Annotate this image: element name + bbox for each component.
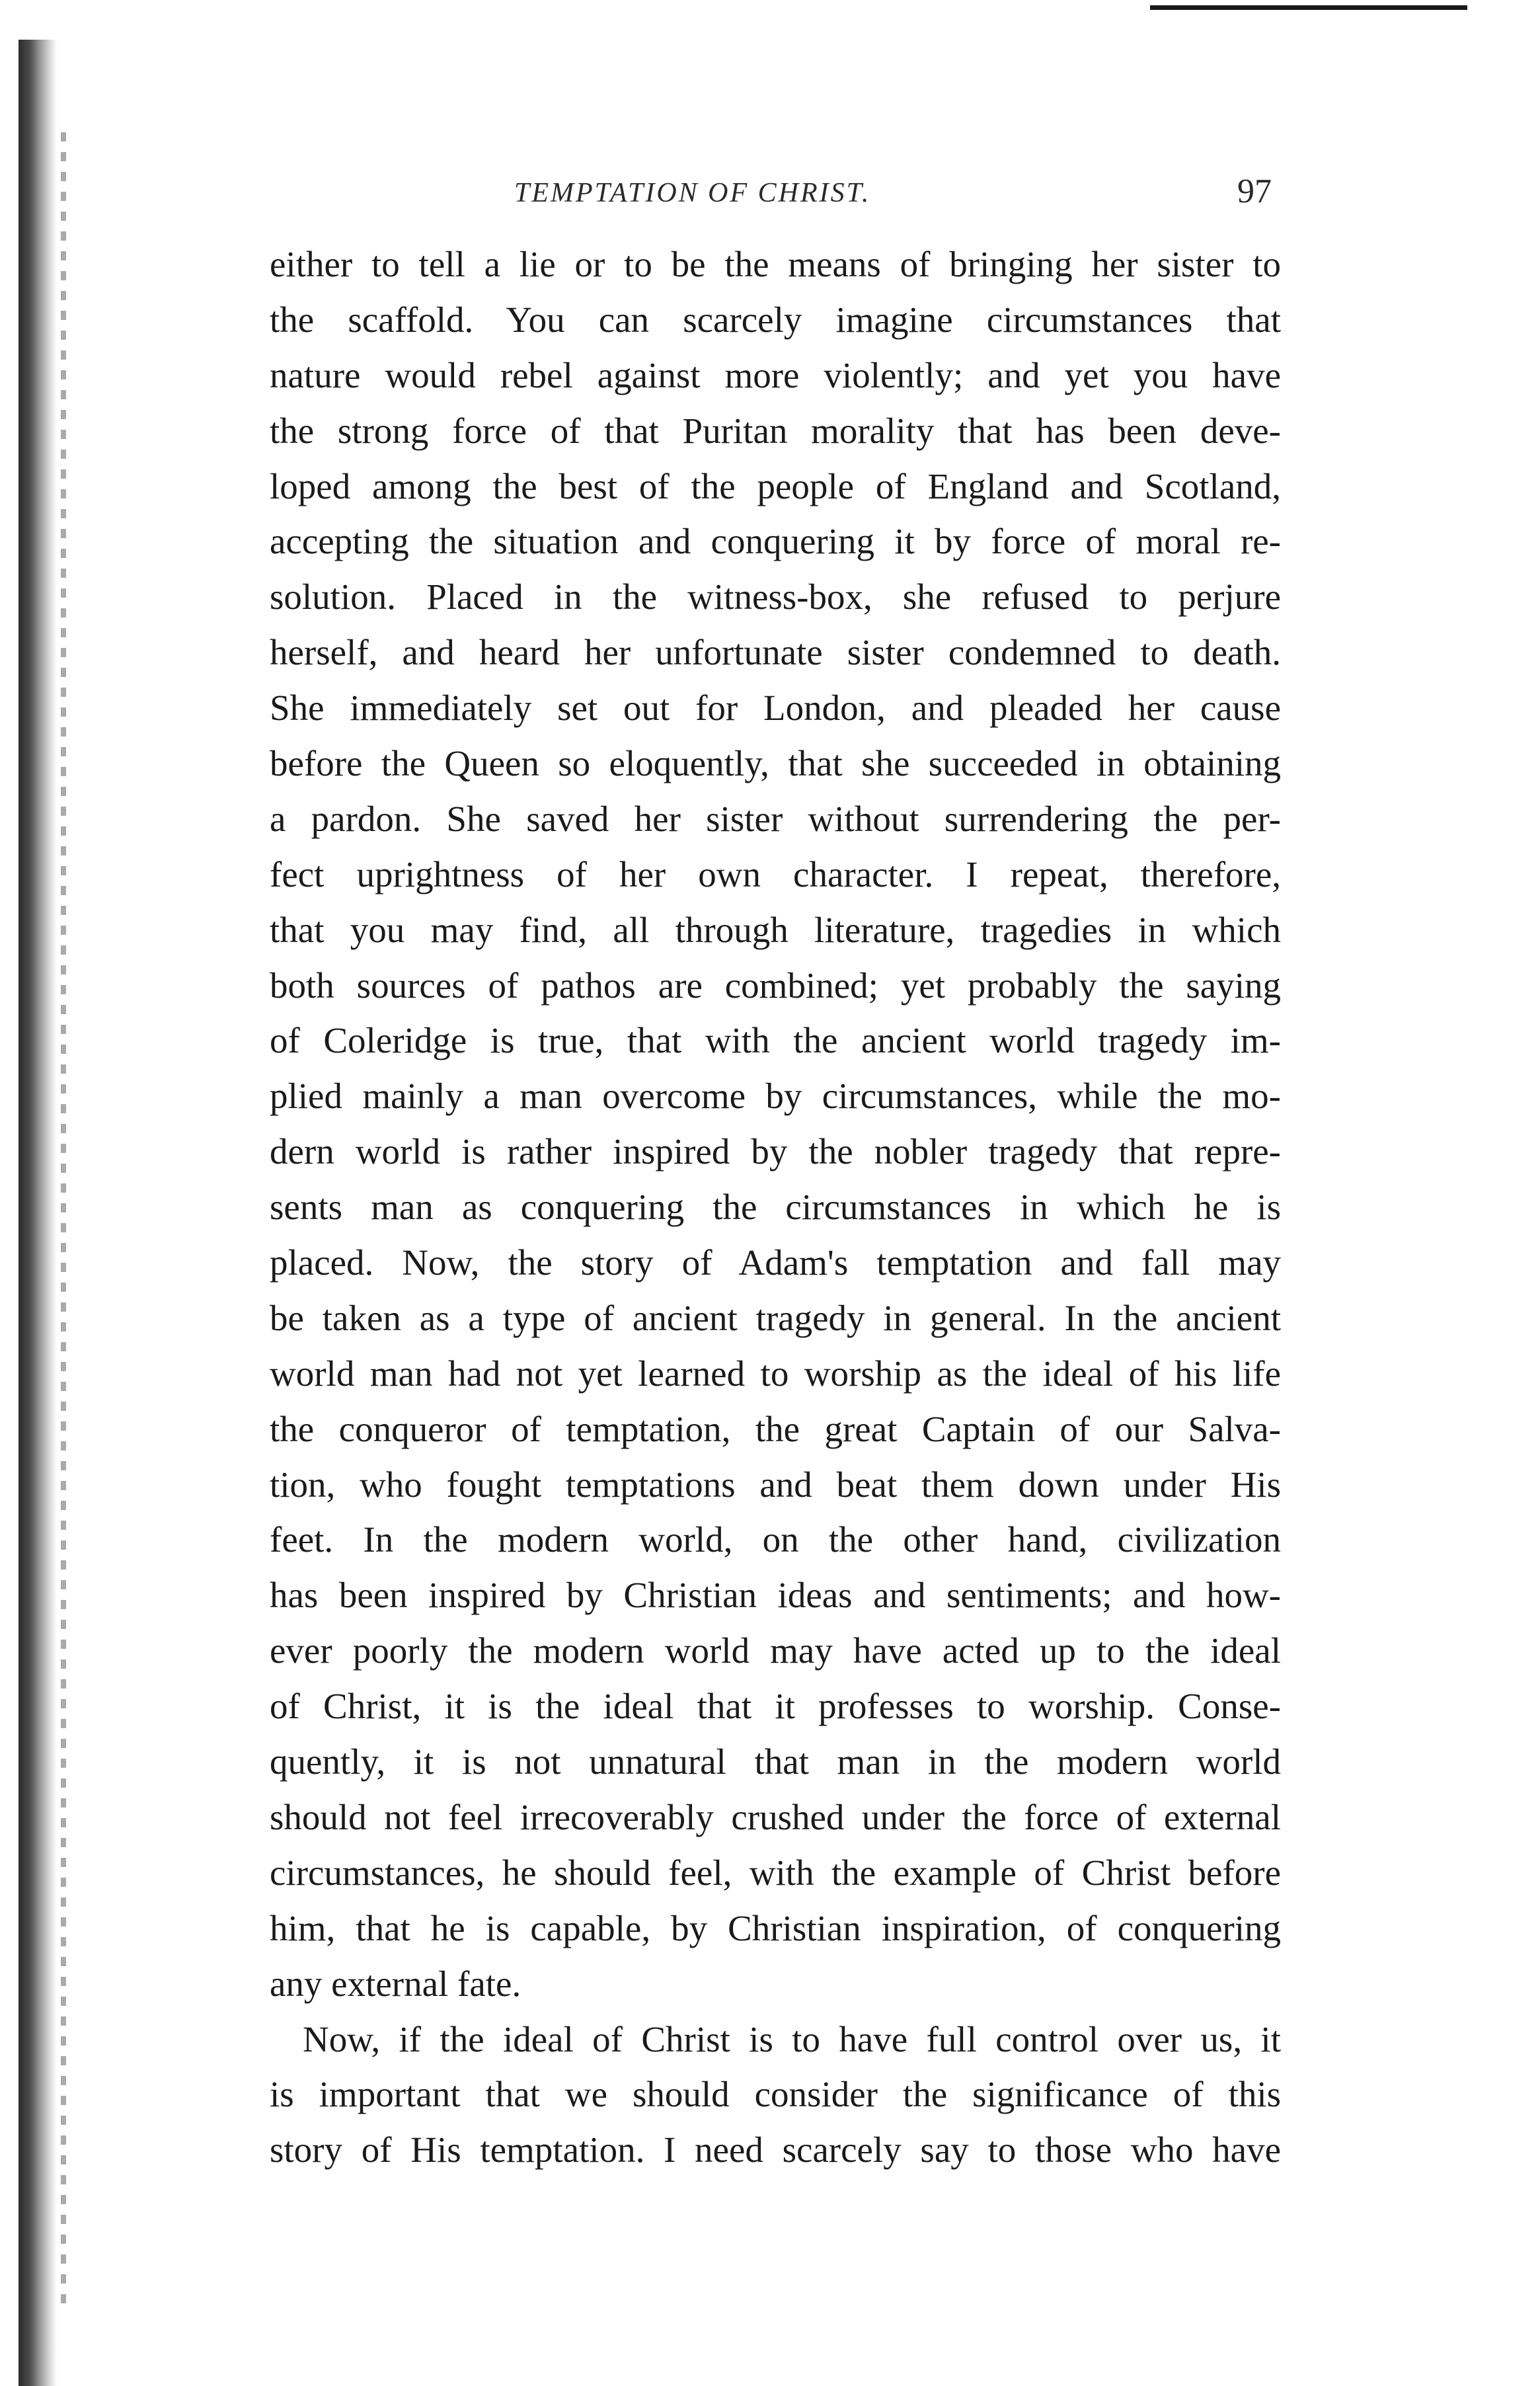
text-line: be taken as a type of ancient tragedy in general. In the ancient (270, 1297, 1281, 1338)
text-line: placed. Now, the story of Adam's temptation and fall may (270, 1242, 1281, 1283)
text-line: a pardon. She saved her sister without surrendering the per- (270, 798, 1281, 839)
body-text (270, 237, 1281, 2178)
text-line: She immediately set out for London, and pleaded her cause (270, 688, 1281, 729)
text-line: the strong force of that Puritan morality that has been deve- (270, 410, 1281, 451)
text-line: of Coleridge is true, that with the ancient world tragedy im- (270, 1020, 1281, 1061)
text-line: should not feel irrecoverably crushed under the force of external (270, 1796, 1281, 1837)
text-line: world man had not yet learned to worship as the ideal of his life (270, 1353, 1281, 1394)
page-gutter-shadow (19, 40, 57, 2386)
text-line: nature would rebel against more violently; and yet you have (270, 354, 1281, 395)
text-line: plied mainly a man overcome by circumstances, while the mo- (270, 1076, 1281, 1117)
text-line: has been inspired by Christian ideas and sentiments; and how- (270, 1575, 1281, 1616)
text-line: any external fate. (270, 1963, 521, 2004)
text-line: the conqueror of temptation, the great Captain of our Salva- (270, 1408, 1281, 1449)
text-line: dern world is rather inspired by the nobler tragedy that repre- (270, 1131, 1281, 1172)
top-rule (1150, 5, 1467, 10)
text-line: tion, who fought temptations and beat them down under His (270, 1464, 1281, 1505)
text-line: loped among the best of the people of England and Scotland, (270, 465, 1281, 506)
text-line: solution. Placed in the witness-box, she refused to perjure (270, 577, 1281, 617)
text-line: quently, it is not unnatural that man in the modern world (270, 1741, 1281, 1782)
text-line: herself, and heard her unfortunate sister condemned to death. (270, 632, 1281, 673)
text-line: feet. In the modern world, on the other hand, civilization (270, 1519, 1281, 1560)
text-line: before the Queen so eloquently, that she succeeded in obtaining (270, 743, 1281, 784)
text-line: both sources of pathos are combined; yet probably the saying (270, 965, 1281, 1006)
text-line: either to tell a lie or to be the means of bringing her sister to (270, 244, 1281, 284)
text-line: that you may find, all through literature, tragedies in which (270, 909, 1281, 950)
text-line: him, that he is capable, by Christian inspiration, of conquering (270, 1907, 1281, 1948)
text-line: ever poorly the modern world may have acted up to the ideal (270, 1630, 1281, 1671)
text-line: sents man as conquering the circumstances in which he is (270, 1187, 1281, 1228)
page-gutter-edge (61, 132, 66, 2314)
running-head: TEMPTATION OF CHRIST. (514, 178, 871, 208)
text-line: is important that we should consider the significance of this (270, 2074, 1281, 2115)
text-line: of Christ, it is the ideal that it professes to worship. Conse- (270, 1686, 1281, 1727)
text-line: fect uprightness of her own character. I repeat, therefore, (270, 854, 1281, 895)
text-line: story of His temptation. I need scarcely say to those who have (270, 2129, 1281, 2170)
text-line: the scaffold. You can scarcely imagine circumstances that (270, 299, 1281, 340)
text-line: circumstances, he should feel, with the example of Christ before (270, 1852, 1281, 1893)
page-number: 97 (1237, 173, 1272, 210)
text-line: Now, if the ideal of Christ is to have full control over us, it (303, 2018, 1281, 2059)
text-line: accepting the situation and conquering it by force of moral re- (270, 521, 1281, 562)
